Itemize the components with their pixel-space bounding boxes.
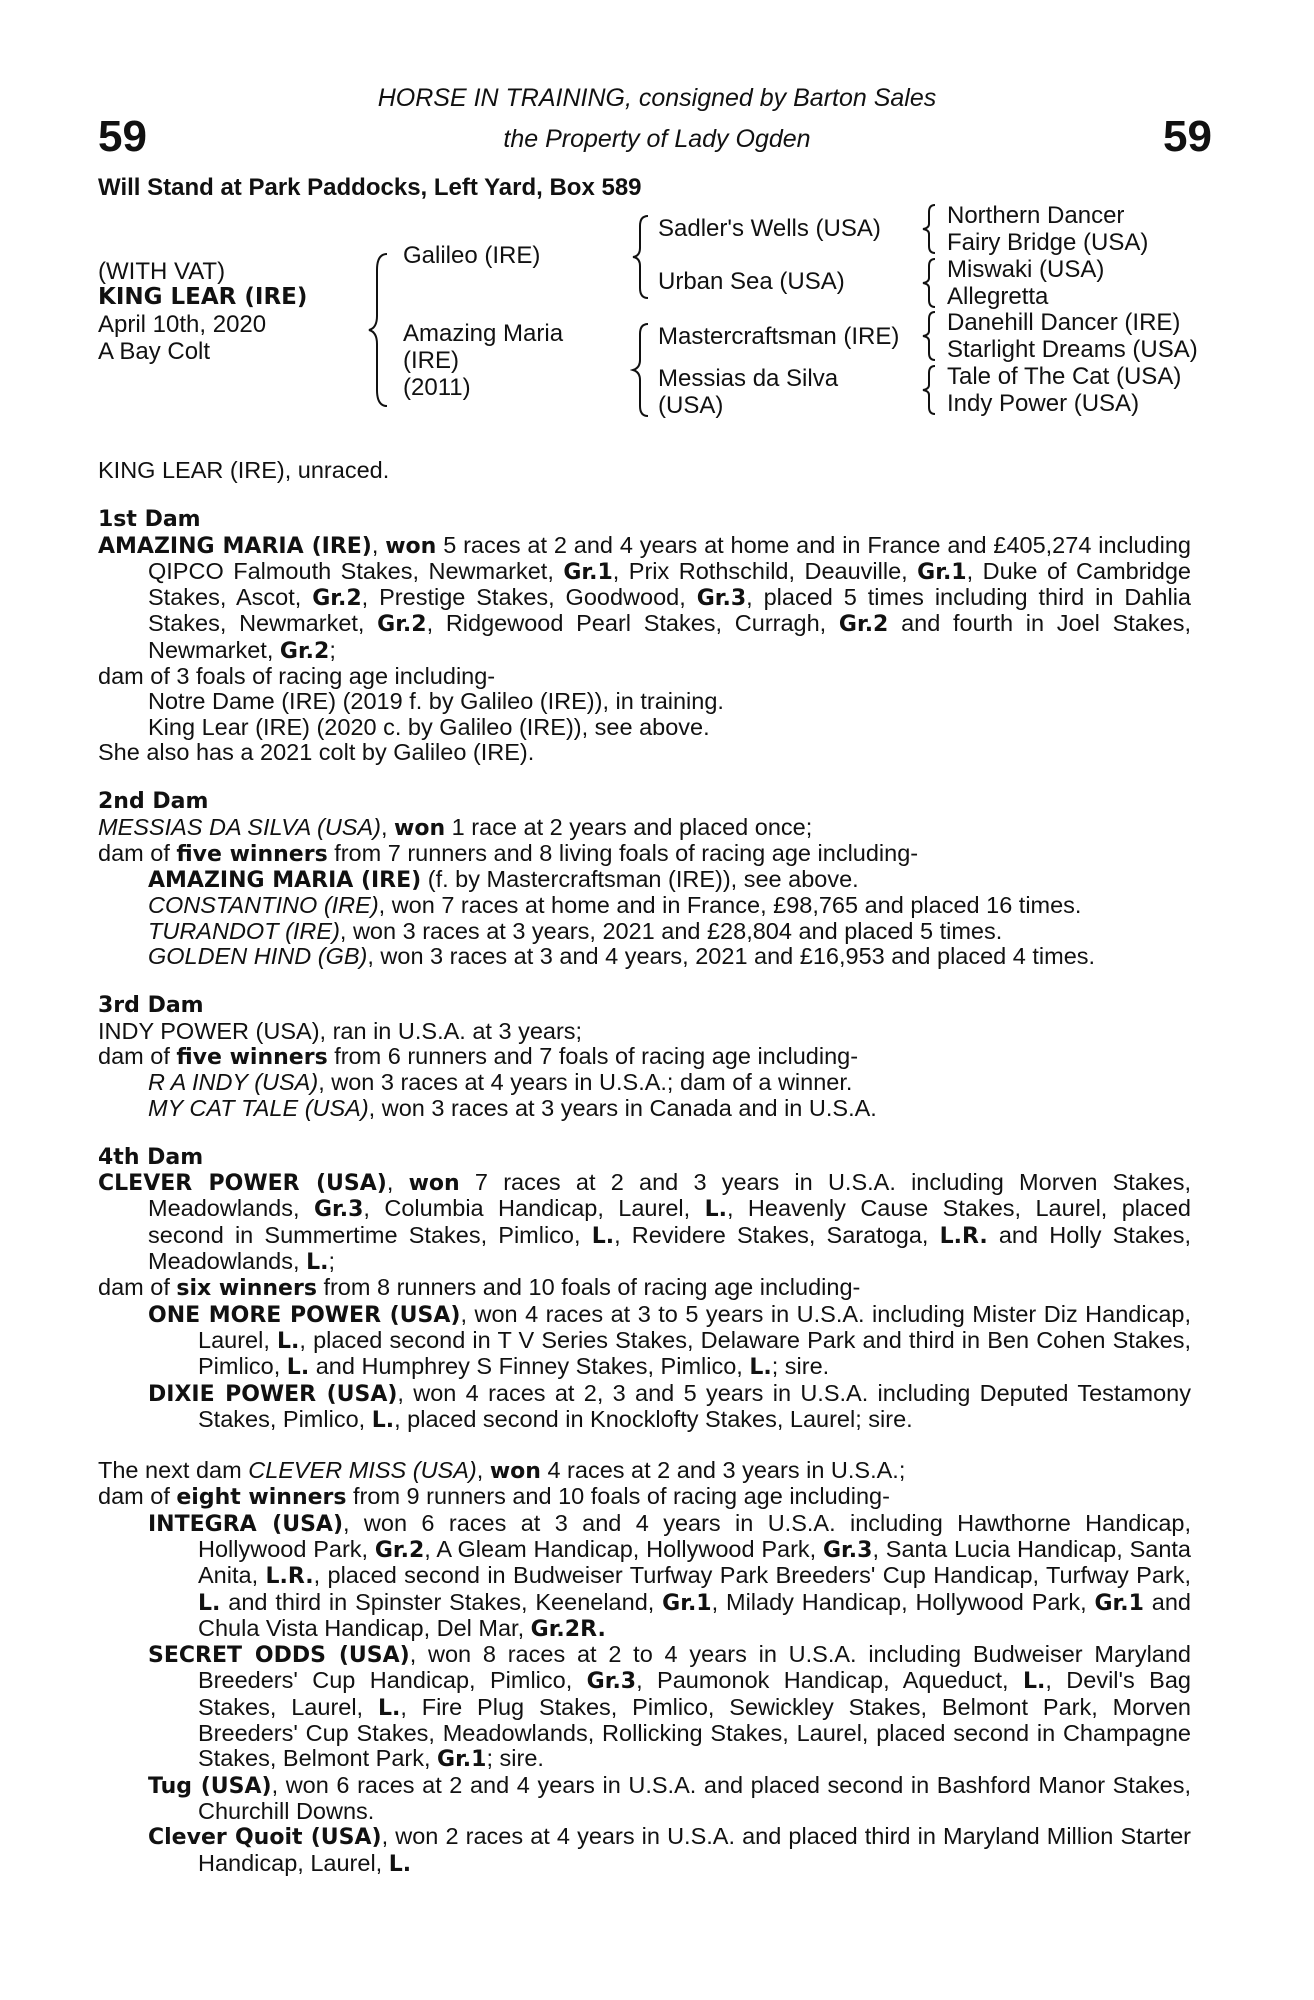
grade-label: Gr.1: [563, 559, 613, 585]
record-text: and fourth in Joel Stakes, Newmarket,: [148, 610, 1191, 663]
grade-label: L.: [198, 1590, 221, 1616]
produce-entry: [98, 919, 1191, 944]
dam-name: MESSIAS DA SILVA (USA): [98, 813, 381, 840]
won-label: won: [394, 815, 446, 841]
winners-count: eight winners: [176, 1485, 347, 1511]
record-text: , Ridgewood Pearl Stakes, Curragh,: [426, 610, 839, 637]
produce-name: GOLDEN HIND (GB): [148, 943, 368, 970]
record-text: , won 2 races at 4 years in U.S.A. and placed third in Maryland Million Starter Handicap, Laurel,: [198, 1823, 1191, 1876]
pedigree-dam-line3: (2011): [403, 374, 471, 401]
produce-entry: [98, 1381, 1191, 1434]
fourth-dam-record: [98, 1170, 1191, 1275]
produce-entry: [98, 1511, 1191, 1642]
record-text: dam of: [98, 1483, 177, 1510]
record-text: The next dam: [98, 1457, 249, 1484]
grade-label: L.R.: [265, 1564, 314, 1590]
record-text: and Holly Stakes, Meadowlands,: [148, 1221, 1191, 1275]
pedigree-brace-4: [920, 202, 940, 256]
produce-name: TURANDOT (IRE): [148, 917, 340, 944]
grade-label: L.: [749, 1355, 772, 1381]
pedigree-sdd: Allegretta: [947, 283, 1049, 310]
pedigree-sire-dam: Urban Sea (USA): [658, 268, 845, 295]
grade-label: Gr.3: [823, 1537, 873, 1563]
record-text: , Milady Handicap, Hollywood Park,: [711, 1588, 1095, 1615]
dam-name: AMAZING MARIA (IRE): [98, 533, 372, 559]
grade-label: L.: [704, 1197, 727, 1223]
record-text: , Santa Lucia Handicap, Santa Anita,: [198, 1535, 1191, 1589]
won-label: won: [385, 533, 437, 559]
won-label: won: [489, 1459, 541, 1485]
grade-label: Gr.3: [313, 1197, 364, 1223]
record-text: , Columbia Handicap, Laurel,: [363, 1195, 705, 1222]
record-text: from 6 runners and 7 foals of racing age including-: [327, 1042, 859, 1069]
horse-name: KING LEAR (IRE): [98, 284, 308, 310]
foal-entry: King Lear (IRE) (2020 c. by Galileo (IRE)), see above.: [148, 713, 710, 740]
record-text: , A Gleam Handicap, Hollywood Park,: [424, 1535, 823, 1562]
produce-entry: [98, 1824, 1191, 1877]
produce-name: R A INDY (USA): [148, 1069, 319, 1096]
pedigree-dam-line1: Amazing Maria: [403, 320, 564, 347]
pedigree-dsd: Starlight Dreams (USA): [947, 336, 1198, 363]
record-text: , won 6 races at 2 and 4 years in U.S.A. and placed second in Bashford Manor Stakes, Churchill Downs.: [198, 1771, 1191, 1824]
header-property: the Property of Lady Ogden: [503, 125, 811, 153]
record-text: ; sire.: [771, 1353, 830, 1380]
foal-entry: Notre Dame (IRE) (2019 f. by Galileo (IRE)), in training.: [148, 688, 724, 715]
record-text: , Revidere Stakes, Saratoga,: [614, 1221, 940, 1248]
winners-count: six winners: [176, 1276, 317, 1302]
pedigree-brace-5: [920, 256, 940, 310]
produce-name: Clever Quoit (USA): [148, 1825, 382, 1851]
grade-label: Gr.3: [586, 1669, 637, 1695]
first-dam-heading: 1st Dam: [98, 507, 201, 533]
produce-entry: [98, 1070, 1191, 1095]
first-dam-also: She also has a 2021 colt by Galileo (IRE).: [98, 738, 535, 765]
grade-label: L.: [306, 1250, 329, 1276]
produce-entry: [98, 1642, 1191, 1772]
produce-entry: [98, 867, 1191, 893]
horse-vat: (WITH VAT): [98, 258, 226, 285]
record-text: , Prestige Stakes, Goodwood,: [361, 584, 697, 611]
pedigree-dss: Danehill Dancer (IRE): [947, 309, 1181, 336]
grade-label: L.: [388, 1851, 412, 1877]
produce-name: INTEGRA (USA): [148, 1511, 344, 1537]
fourth-dam-heading: 4th Dam: [98, 1144, 204, 1170]
pedigree-sss: Northern Dancer: [947, 202, 1125, 229]
third-dam-produce-line: [98, 1044, 1191, 1070]
record-text: , won 3 races at 3 years, 2021 and £28,804 and placed 5 times.: [339, 917, 1003, 944]
grade-label: Gr.1: [1094, 1590, 1144, 1616]
record-text: , Fire Plug Stakes, Pimlico, Sewickley Stakes, Belmont Park, Morven Breeders' Cup Stakes, Meadowlands, Rollicking Stakes, Laurel, placed second in Champagne Stakes, Belmont Park,: [198, 1693, 1191, 1772]
pedigree-dds: Tale of The Cat (USA): [947, 363, 1182, 390]
grade-label: L.: [377, 1695, 401, 1721]
pedigree-sds: Miswaki (USA): [947, 256, 1105, 283]
second-dam-record: MESSIAS DA SILVA (USA), won 1 race at 2 years and placed once;: [98, 813, 813, 841]
second-dam-heading: 2nd Dam: [98, 789, 209, 815]
horse-description: A Bay Colt: [98, 338, 211, 365]
record-text: , placed second in Knocklofty Stakes, Laurel; sire.: [394, 1405, 913, 1432]
record-text: from 9 runners and 10 foals of racing age including-: [346, 1483, 890, 1510]
grade-label: Gr.2: [279, 638, 330, 664]
grade-label: L.: [286, 1355, 310, 1381]
record-text: 1 race at 2 years and placed once;: [445, 813, 813, 840]
pedigree-sire: Galileo (IRE): [403, 242, 541, 269]
record-text: and Humphrey S Finney Stakes, Pimlico,: [309, 1353, 750, 1380]
record-text: ,: [386, 1169, 394, 1196]
record-text: 4 races at 2 and 3 years in U.S.A.;: [540, 1457, 906, 1484]
lot-number-right: 59: [1163, 112, 1212, 161]
fourth-dam-produce-line: [98, 1275, 1191, 1301]
grade-label: Gr.1: [917, 559, 967, 585]
record-text: (f. by Mastercraftsman (IRE)), see above.: [421, 866, 859, 893]
record-text: dam of: [98, 839, 177, 866]
record-text: , won 4 races at 2, 3 and 5 years in U.S.A. including Deputed Testamony Stakes, Pimlico,: [198, 1379, 1191, 1432]
record-text: dam of: [98, 1274, 177, 1301]
produce-name: CONSTANTINO (IRE): [148, 892, 379, 919]
grade-label: Gr.2: [374, 1537, 425, 1563]
record-text: , Duke of Cambridge Stakes, Ascot,: [148, 557, 1191, 611]
record-text: ,: [476, 1457, 490, 1484]
record-text: , won 3 races at 3 and 4 years, 2021 and £16,953 and placed 4 times.: [367, 943, 1096, 970]
pedigree-brace-7: [920, 363, 940, 417]
record-text: and third in Spinster Stakes, Keeneland,: [220, 1588, 663, 1615]
grade-label: L.: [277, 1328, 300, 1354]
record-text: ; sire.: [486, 1745, 544, 1772]
record-text: from 7 runners and 8 living foals of racing age including-: [327, 839, 919, 866]
pedigree-dam-dam-line2: (USA): [658, 392, 724, 419]
lot-number-left: 59: [98, 112, 147, 161]
record-text: 5 races at 2 and 4 years at home and in France and £405,274 including QIPCO Falmouth Stakes, Newmarket,: [148, 531, 1191, 584]
record-text: , won 8 races at 2 to 4 years in U.S.A. including Budweiser Maryland Breeders' Cup Handicap, Pimlico,: [198, 1641, 1192, 1694]
grade-label: Gr.1: [437, 1747, 487, 1773]
grade-label: Gr.2: [312, 586, 362, 612]
grade-label: Gr.2: [377, 612, 427, 638]
grade-label: Gr.2R.: [530, 1616, 606, 1642]
produce-entry: [98, 1773, 1191, 1825]
record-text: , placed 5 times including third in Dahlia Stakes, Newmarket,: [148, 584, 1191, 637]
produce-name: SECRET ODDS (USA): [148, 1643, 410, 1669]
first-dam-foals: dam of 3 foals of racing age including-: [98, 663, 496, 690]
grade-label: L.R.: [939, 1223, 988, 1249]
winners-count: five winners: [176, 1044, 328, 1070]
grade-label: L.: [591, 1223, 615, 1249]
next-dam-produce-line: [98, 1484, 1191, 1510]
produce-name: DIXIE POWER (USA): [148, 1381, 398, 1407]
record-text: , Heavenly Cause Stakes, Laurel, placed second in Summertime Stakes, Pimlico,: [148, 1195, 1191, 1248]
next-dam-record: [98, 1458, 1191, 1484]
winners-count: five winners: [176, 841, 328, 867]
record-text: , won 3 races at 3 years in Canada and in U.S.A.: [368, 1094, 877, 1121]
intro-line: KING LEAR (IRE), unraced.: [98, 457, 390, 483]
second-dam-produce-line: [98, 841, 1191, 867]
produce-name: ONE MORE POWER (USA): [148, 1302, 461, 1328]
won-label: won: [408, 1171, 460, 1197]
grade-label: L.: [371, 1407, 395, 1433]
grade-label: Gr.3: [696, 586, 747, 612]
pedigree-ddd: Indy Power (USA): [947, 390, 1140, 417]
catalogue-body: [98, 458, 1191, 1877]
third-dam-heading: 3rd Dam: [98, 993, 204, 1019]
first-dam-record: AMAZING MARIA (IRE), won 5 races at 2 and 4 years at home and in France and £405,274 including QIPCO Falmouth Stakes, Newmarket, Gr.1, Prix Rothschild, Deauville, Gr.1, Duke of Cambridge Stakes, Ascot, Gr.2, Prestige Stakes, Goodwood, Gr.3, placed 5 times including third in Dahlia Stakes, Newmarket, Gr.2, Ridgewood Pearl Stakes, Curragh, Gr.2 and fourth in Joel Stakes, Newmarket, Gr.2;: [98, 531, 1191, 664]
produce-entry: [98, 1302, 1191, 1381]
grade-label: L.: [1022, 1669, 1046, 1695]
third-dam-record: INDY POWER (USA), ran in U.S.A. at 3 years;: [98, 1017, 583, 1044]
grade-label: Gr.1: [662, 1590, 712, 1616]
produce-name: Tug (USA): [148, 1773, 272, 1799]
record-text: , placed second in T V Series Stakes, Delaware Park and third in Ben Cohen Stakes, Pimlico,: [198, 1326, 1191, 1380]
record-text: , won 7 races at home and in France, £98,765 and placed 16 times.: [378, 892, 1082, 919]
pedigree-brace-3: [630, 320, 654, 420]
pedigree-brace-1: [365, 250, 395, 410]
record-text: , Devil's Bag Stakes, Laurel,: [198, 1667, 1191, 1720]
record-text: , won 3 races at 4 years in U.S.A.; dam of a winner.: [318, 1069, 853, 1096]
grade-label: Gr.2: [838, 612, 889, 638]
stand-location: Will Stand at Park Paddocks, Left Yard, Box 589: [98, 174, 642, 201]
record-text: 7 races at 2 and 3 years in U.S.A. including Morven Stakes, Meadowlands,: [148, 1169, 1192, 1222]
record-text: ;: [328, 1248, 335, 1275]
produce-name: MY CAT TALE (USA): [148, 1094, 369, 1121]
produce-name: AMAZING MARIA (IRE): [148, 868, 422, 894]
pedigree-ssd: Fairy Bridge (USA): [947, 229, 1149, 256]
pedigree-dam-line2: (IRE): [403, 347, 459, 374]
dam-name: CLEVER MISS (USA): [248, 1457, 477, 1484]
pedigree-sire-sire: Sadler's Wells (USA): [658, 215, 881, 242]
record-text: , Prix Rothschild, Deauville,: [612, 557, 918, 584]
record-text: , placed second in Budweiser Turfway Park Breeders' Cup Handicap, Turfway Park,: [313, 1562, 1192, 1589]
record-text: from 8 runners and 10 foals of racing age including-: [316, 1274, 861, 1301]
produce-entry: [98, 1096, 1191, 1121]
record-text: and Chula Vista Handicap, Del Mar,: [198, 1588, 1191, 1641]
horse-foaled: April 10th, 2020: [98, 311, 267, 338]
pedigree-brace-6: [920, 309, 940, 363]
produce-entry: [98, 944, 1191, 969]
pedigree-dam-dam-line1: Messias da Silva: [658, 365, 839, 392]
record-text: , won 6 races at 3 and 4 years in U.S.A. including Hawthorne Handicap, Hollywood Park,: [198, 1509, 1191, 1562]
record-text: ;: [329, 636, 336, 663]
record-text: , Paumonok Handicap, Aqueduct,: [636, 1667, 1023, 1694]
record-text: dam of: [98, 1042, 177, 1069]
record-text: , won 4 races at 3 to 5 years in U.S.A. including Mister Diz Handicap, Laurel,: [198, 1300, 1192, 1353]
header-consignor: HORSE IN TRAINING, consigned by Barton Sales: [377, 84, 937, 112]
dam-name: CLEVER POWER (USA): [98, 1171, 387, 1197]
produce-entry: [98, 893, 1191, 918]
pedigree-brace-2: [630, 212, 654, 302]
pedigree-dam-sire: Mastercraftsman (IRE): [658, 323, 900, 350]
